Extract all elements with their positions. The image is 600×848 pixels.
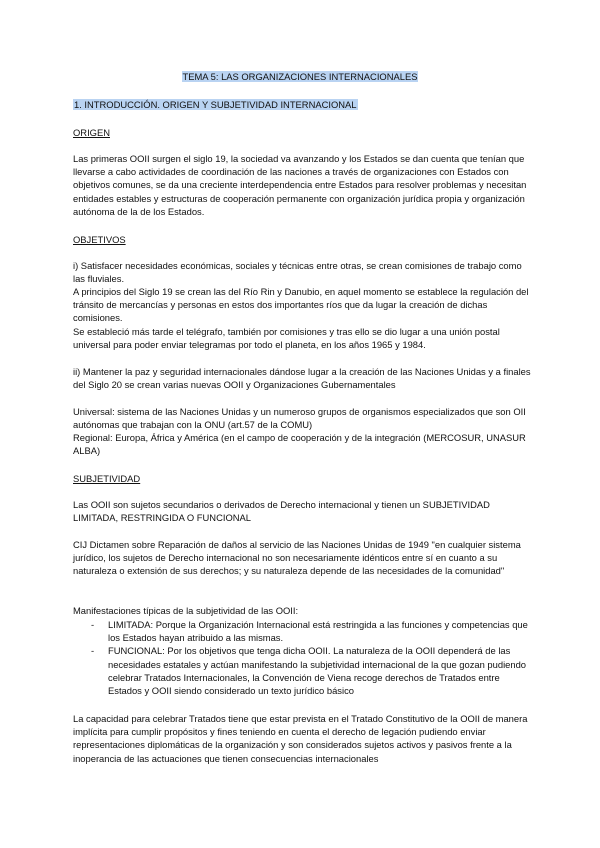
heading-origen: ORIGEN: [73, 127, 110, 138]
document-title-text: TEMA 5: LAS ORGANIZACIONES INTERNACIONALES: [182, 71, 418, 82]
section-heading-text: 1. INTRODUCCIÓN. ORIGEN Y SUBJETIVIDAD INTERNACIONAL: [74, 99, 357, 110]
list-item-text: FUNCIONAL: Por los objetivos que tenga dicha OOII. La naturaleza de la OOII dependerá de las necesidades estatales y actúan manifestando la subjetividad internacional de la que gozan pudiendo celebrar Tratados Internacionales, la Convención de Viena recoge derechos de Tratados entre Estados y OOII siendo considerado un texto jurídico básico: [108, 645, 527, 697]
section-heading-introduccion: [73, 98, 358, 111]
heading-subjetividad: SUBJETIVIDAD: [73, 473, 141, 484]
heading-objetivos: OBJETIVOS: [73, 234, 126, 245]
dash-bullet: -: [91, 645, 95, 657]
subjetividad-list: [73, 618, 531, 697]
list-item: [73, 644, 531, 697]
paragraph-objetivos-4: ii) Mantener la paz y seguridad internacionales dándose lugar a la creación de las Naciones Unidas y a finales del Siglo 20 se crean varias nuevas OOII y Organizaciones Gubernamentales: [73, 366, 531, 391]
list-item-text: LIMITADA: Porque la Organización Internacional está restringida a las funciones y competencias que los Estados hayan atribuido a las mismas.: [108, 619, 528, 644]
paragraph-objetivos-1: i) Satisfacer necesidades económicas, sociales y técnicas entre otras, se crean comisiones de trabajo como las fluviales.: [73, 260, 522, 285]
paragraph-origen: Las primeras OOII surgen el siglo 19, la sociedad va avanzando y los Estados se dan cuenta que tenían que llevarse a cabo actividades de coordinación de las naciones a través de organizaciones con Estados con objetivos comunes, se da una creciente interdependencia entre Estados para resolver problemas y necesitan entidades estables y estructuras de cooperación permanente con organización jurídica propia y organización autónoma de la de los Estados.: [73, 153, 527, 217]
paragraph-subjetividad-2: CIJ Dictamen sobre Reparación de daños al servicio de las Naciones Unidas de 1949 "en cualquier sistema jurídico, los sujetos de Derecho internacional no son necesariamente idénticos entre sí en cuanto a su naturaleza o extensión de sus derechos; y su naturaleza depende de las necesidades de la comunidad": [73, 539, 521, 577]
paragraph-subjetividad-1: Las OOII son sujetos secundarios o derivados de Derecho internacional y tienen un SUBJETIVIDAD LIMITADA, RESTRINGIDA O FUNCIONAL: [73, 499, 490, 524]
paragraph-subjetividad-3: Manifestaciones típicas de la subjetividad de las OOII:: [73, 605, 299, 616]
paragraph-subjetividad-4: La capacidad para celebrar Tratados tiene que estar prevista en el Tratado Constitutivo de la OOII de manera implícita para cumplir propósitos y fines teniendo en cuenta el derecho de legación pudiendo enviar representaciones diplomáticas de la organización y son considerados sujetos activos y pasivos frente a la inoperancia de las actuaciones que tienen consecuencias internacionales: [73, 713, 528, 764]
paragraph-objetivos-6: Regional: Europa, África y América (en el campo de cooperación y de la integración (MERCOSUR, UNASUR ALBA): [73, 432, 526, 457]
paragraph-objetivos-2: A principios del Siglo 19 se crean las del Río Rin y Danubio, en aquel momento se establece la regulación del tránsito de mercancías y personas en estos dos importantes ríos que da lugar la creación de dichas comisiones.: [73, 286, 529, 324]
list-item: [73, 618, 531, 644]
paragraph-objetivos-5: Universal: sistema de las Naciones Unidas y un numeroso grupos de organismos especializados que son OII autónomas que trabajan con la ONU (art.57 de la COMU): [73, 406, 526, 431]
document-title: [0, 70, 600, 83]
paragraph-objetivos-3: Se estableció más tarde el telégrafo, también por comisiones y tras ello se dio lugar a una unión postal universal para poder enviar telegramas por todo el planeta, en los años 1965 y 1984.: [73, 326, 500, 351]
dash-bullet: -: [91, 619, 95, 630]
